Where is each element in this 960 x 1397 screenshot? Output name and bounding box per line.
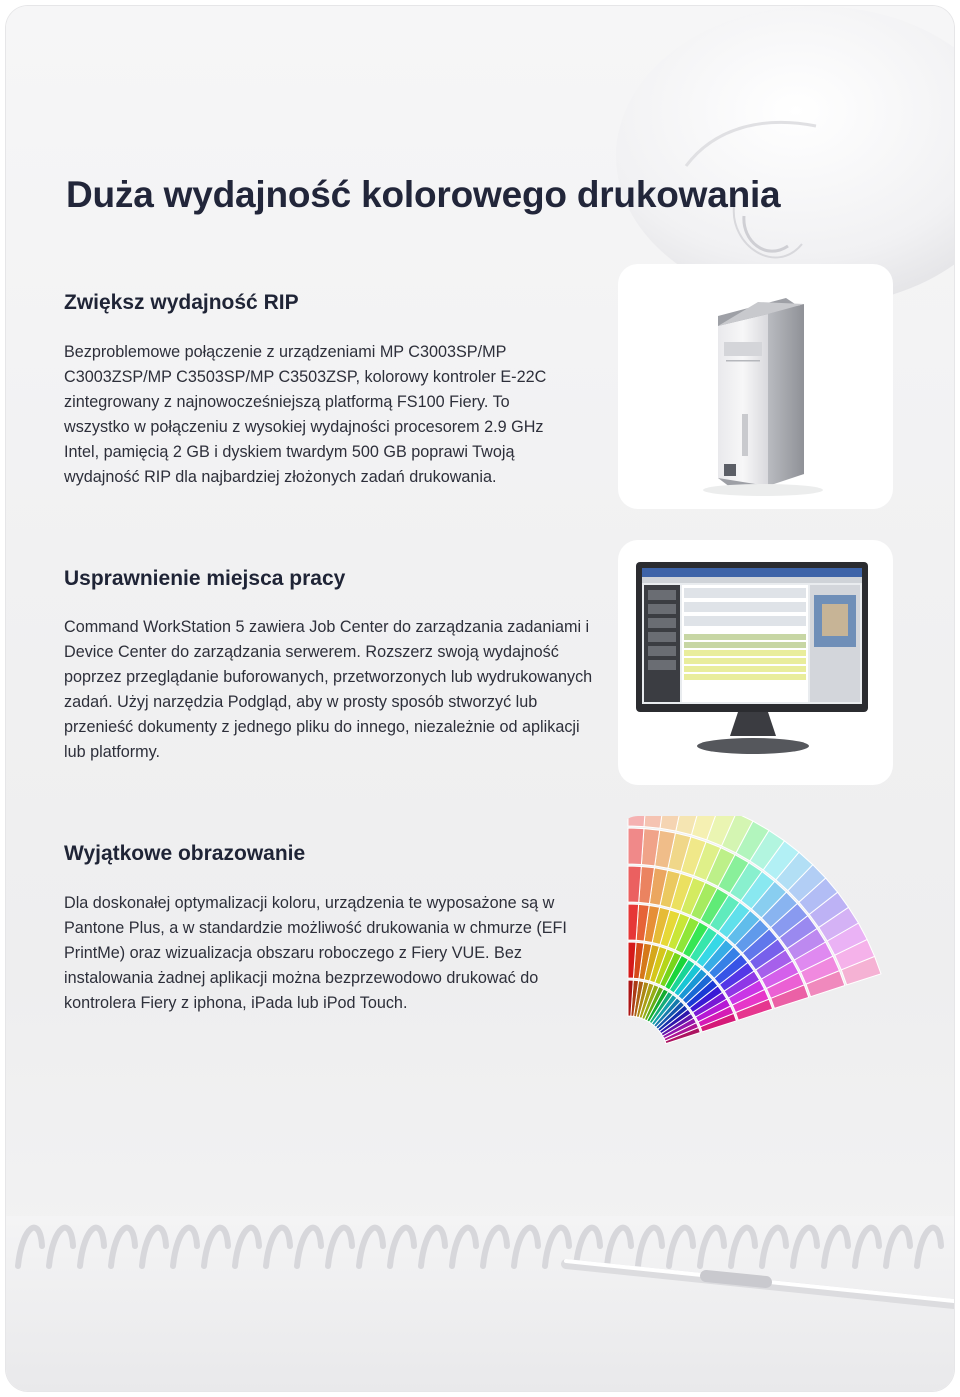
notebook-decoration bbox=[6, 1096, 954, 1391]
pantone-color-fan-image bbox=[618, 816, 893, 1061]
page bbox=[6, 6, 954, 1391]
section-body: Dla doskonałej optymalizacji koloru, urządzenia te wyposażone są w Pantone Plus, a w standardzie możliwość drukowania w chmurze (EFI PrintMe) oraz wizualizacja obszaru roboczego z Fiery VUE. Bez instalowania żadnej aplikacji można bezprzewodowo drukować do kontrolera Fiery z iphona, iPada lub iPod Touch. bbox=[64, 894, 567, 1012]
monitor-command-workstation-image bbox=[618, 540, 893, 785]
section-heading: Zwiększ wydajność RIP bbox=[64, 291, 299, 314]
section-body: Command WorkStation 5 zawiera Job Center do zarządzania zadaniami i Device Center do zarządzania serwerem. Rozszerz swoją wydajność poprzez przeglądanie buforowanych, przetworzonych lub wydrukowanych zadań. Użyj narzędzia Podgląd, aby w prosty sposób stworzyć lub przenieść dokumenty z jednego pliku do innego, niezależnie od aplikacji lub platformy. bbox=[64, 618, 593, 761]
server-tower-image bbox=[618, 264, 893, 509]
section-heading: Usprawnienie miejsca pracy bbox=[64, 567, 346, 590]
page-title: Duża wydajność kolorowego drukowania bbox=[66, 174, 781, 215]
section-body: Bezproblemowe połączenie z urządzeniami MP C3003SP/MP C3003ZSP/MP C3503SP/MP C3503ZSP, kolorowy kontroler E-22C zintegrowany z najnowocześniejszą platformą FS100 Fiery. To wszystko w połączeniu z wysokiej wydajności procesorem 2.9 GHz Intel, pamięcią 2 GB i dyskiem twardym 500 GB poprawi Twoją wydajność RIP dla najbardziej złożonych zadań drukowania. bbox=[64, 343, 547, 486]
section-heading: Wyjątkowe obrazowanie bbox=[64, 842, 306, 865]
